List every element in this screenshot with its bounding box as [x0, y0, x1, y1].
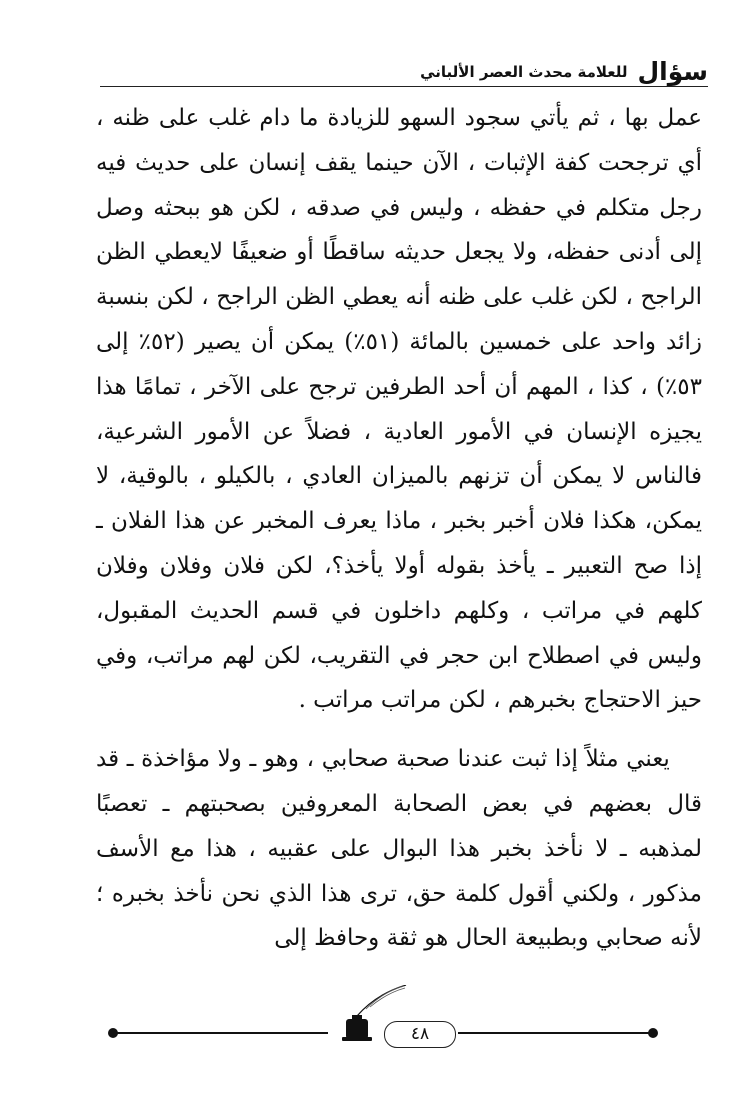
page-number: ٤٨ [384, 1021, 456, 1048]
page-header [100, 44, 708, 84]
header-rule [100, 86, 708, 87]
paragraph: عمل بها ، ثم يأتي سجود السهو للزيادة ما دام غلب على ظنه ، أي ترجحت كفة الإثبات ، الآن حينما يقف إنسان على حديث فيه رجل متكلم في حفظه ، وليس في صدقه ، لكن هو ببحثه وصل إلى أدنى حفظه، ولا يجعل حديثه ساقطًا أو ضعيفًا لايعطي الظن الراجح ، لكن غلب على ظنه أنه يعطي الظن الراجح ، لكن بنسبة زائد واحد على خمسين بالمائة (٥١٪) يمكن أن يصير (٥٢٪ إلى ٥٣٪) ، كذا ، المهم أن أحد الطرفين ترجح على الآخر ، تمامًا هذا يجيزه الإنسان في الأمور العادية ، فضلاً عن الأمور الشرعية، فالناس لا يمكن أن تزنهم بالميزان العادي ، بالكيلو ، بالوقية، لا يمكن، هكذا فلان أخبر بخبر ، ماذا يعرف المخبر عن هذا الفلان ـ إذا صح التعبير ـ يأخذ بقوله أولا يأخذ؟، لكن فلان وفلان وفلان كلهم في مراتب ، وكلهم داخلون في قسم الحديث المقبول، وليس في اصطلاح ابن حجر في التقريب، لكن لهم مراتب، وفي حيز الاحتجاج بخبرهم ، لكن مراتب مراتب . [96, 105, 703, 714]
book-title: للعلامة محدث العصر الألباني [420, 63, 628, 81]
body-text [96, 96, 702, 961]
series-title: سؤال [637, 57, 708, 86]
page-footer [108, 985, 658, 1055]
footer-ornament [108, 985, 658, 1055]
paragraph: يعني مثلاً إذا ثبت عندنا صحبة صحابي ، وهو ـ ولا مؤاخذة ـ قد قال بعضهم في بعض الصحابة المعروفين بصحبتهم ـ تعصبًا لمذهبه ـ لا نأخذ بخبر هذا البوال على عقبيه ، هذا مع الأسف مذكور ، ولكني أقول كلمة حق، ترى هذا الذي نحن نأخذ بخبره ؛ لأنه صحابي وبطبيعة الحال هو ثقة وحافظ إلى [96, 746, 702, 952]
footer-dot-right [648, 1028, 658, 1038]
